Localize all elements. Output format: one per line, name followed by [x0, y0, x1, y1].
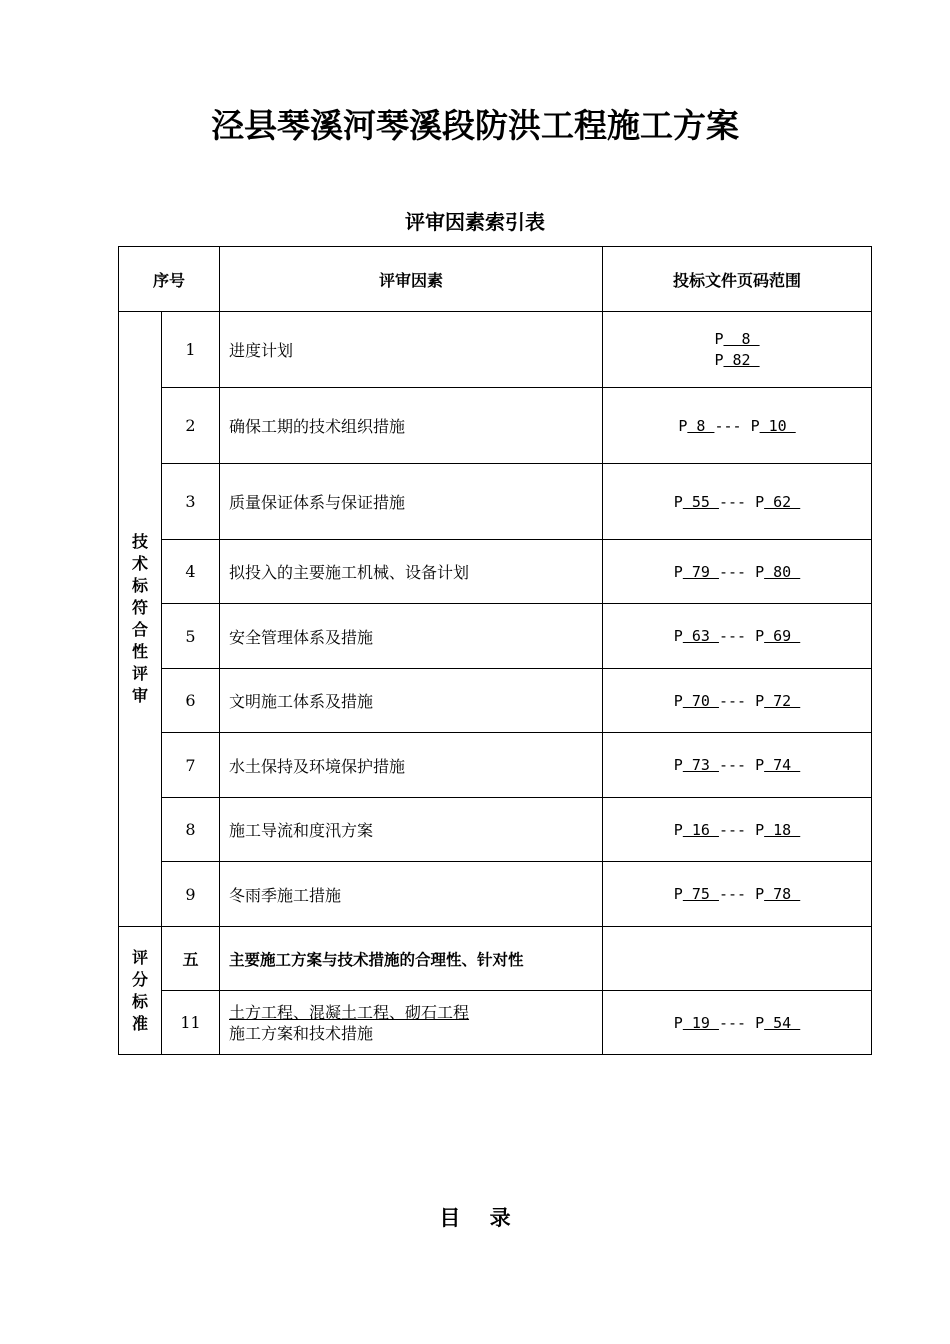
row-page-range [603, 733, 872, 798]
page-prefix: P [755, 562, 765, 581]
row-page-range [603, 669, 872, 733]
section-page-range [603, 927, 872, 991]
table-row [119, 862, 872, 927]
row-factor: 确保工期的技术组织措施 [220, 388, 603, 464]
table-row [119, 388, 872, 464]
page-prefix: P [673, 691, 683, 710]
table-row [119, 604, 872, 669]
row-factor: 进度计划 [220, 312, 603, 388]
page-end: 74 [764, 756, 801, 774]
row-factor-line1: 土方工程、混凝土工程、砌石工程 [229, 1002, 470, 1022]
document-title: 泾县琴溪河琴溪段防洪工程施工方案 [211, 106, 739, 145]
review-factor-index-table [118, 246, 872, 1055]
table-header-row [119, 247, 872, 312]
page-prefix: P [755, 1013, 765, 1032]
row-number: 5 [162, 604, 220, 669]
header-seq: 序号 [119, 247, 220, 312]
page-end: 80 [764, 562, 801, 581]
row-number: 9 [162, 862, 220, 927]
page-end: 10 [759, 416, 796, 435]
row-page-range [603, 862, 872, 927]
toc-heading: 目 录 [439, 1206, 511, 1230]
page-separator: --- [718, 820, 756, 839]
page-end: 72 [764, 691, 801, 710]
page-start: 70 [682, 691, 719, 710]
page-prefix: P [755, 492, 765, 511]
row-factor [220, 991, 603, 1055]
page-prefix: P [673, 627, 683, 645]
page-separator: --- [718, 691, 756, 710]
row-page-range [603, 991, 872, 1055]
row-page-range [603, 464, 872, 540]
row-factor: 水土保持及环境保护措施 [220, 733, 603, 798]
table-row [119, 669, 872, 733]
section-factor: 主要施工方案与技术措施的合理性、针对性 [220, 927, 603, 991]
row-number: 11 [162, 991, 220, 1055]
page-prefix: P [673, 885, 683, 903]
row-number: 7 [162, 733, 220, 798]
page-end: 69 [764, 627, 801, 645]
group-technical-label: 技术标符合性评审 [131, 532, 148, 705]
page-end: 54 [764, 1013, 801, 1032]
table-title: 评审因素索引表 [405, 210, 545, 234]
row-factor: 拟投入的主要施工机械、设备计划 [220, 540, 603, 604]
row-factor: 文明施工体系及措施 [220, 669, 603, 733]
page-prefix: P [673, 756, 683, 774]
page-separator: --- [718, 627, 756, 645]
page-separator: --- [718, 756, 756, 774]
page-end: 82 [723, 350, 760, 369]
section-number: 五 [162, 927, 220, 991]
page-prefix: P [673, 820, 683, 839]
table-row [119, 733, 872, 798]
page-prefix: P [755, 627, 765, 645]
page-prefix: P [755, 885, 765, 903]
row-factor: 施工导流和度汛方案 [220, 798, 603, 862]
table-row [119, 312, 872, 388]
page-separator: --- [718, 562, 756, 581]
row-number: 6 [162, 669, 220, 733]
page-prefix: P [678, 416, 688, 435]
row-number: 4 [162, 540, 220, 604]
group-scoring-label: 评分标准 [131, 947, 148, 1033]
page-prefix: P [755, 820, 765, 839]
row-page-range [603, 604, 872, 669]
row-page-range [603, 388, 872, 464]
table-row [119, 798, 872, 862]
page-start: 8 [723, 329, 760, 348]
group-scoring-cell [119, 927, 162, 1055]
row-factor: 安全管理体系及措施 [220, 604, 603, 669]
page-prefix: P [673, 1013, 683, 1032]
group-technical-cell [119, 312, 162, 927]
row-page-range [603, 540, 872, 604]
table-row [119, 927, 872, 991]
page-prefix: P [750, 416, 760, 435]
row-number: 3 [162, 464, 220, 540]
header-factor: 评审因素 [220, 247, 603, 312]
row-factor-line2: 施工方案和技术措施 [229, 1023, 374, 1043]
page-separator: --- [718, 885, 756, 903]
page-start: 19 [682, 1013, 719, 1032]
row-factor: 质量保证体系与保证措施 [220, 464, 603, 540]
row-page-range [603, 312, 872, 388]
row-factor: 冬雨季施工措施 [220, 862, 603, 927]
page-end: 78 [764, 885, 801, 903]
row-page-range [603, 798, 872, 862]
table-row [119, 991, 872, 1055]
header-pages: 投标文件页码范围 [603, 247, 872, 312]
page-start: 55 [682, 492, 719, 511]
table-row [119, 464, 872, 540]
row-number: 1 [162, 312, 220, 388]
table-row [119, 540, 872, 604]
page-start: 16 [682, 820, 719, 839]
page-separator: --- [714, 416, 751, 435]
row-number: 8 [162, 798, 220, 862]
row-number: 2 [162, 388, 220, 464]
page-prefix: P [673, 492, 683, 511]
page-start: 8 [687, 416, 715, 435]
page-separator: --- [718, 492, 756, 511]
page-start: 75 [682, 885, 719, 903]
page-end: 18 [764, 820, 801, 839]
page-start: 73 [682, 756, 719, 774]
page-prefix: P [714, 350, 724, 369]
page-prefix: P [714, 329, 724, 348]
page-prefix: P [673, 562, 683, 581]
page-prefix: P [755, 691, 765, 710]
page-start: 79 [682, 562, 719, 581]
page-start: 63 [682, 627, 719, 645]
page-prefix: P [755, 756, 765, 774]
page-separator: --- [718, 1013, 756, 1032]
page-end: 62 [764, 492, 801, 511]
